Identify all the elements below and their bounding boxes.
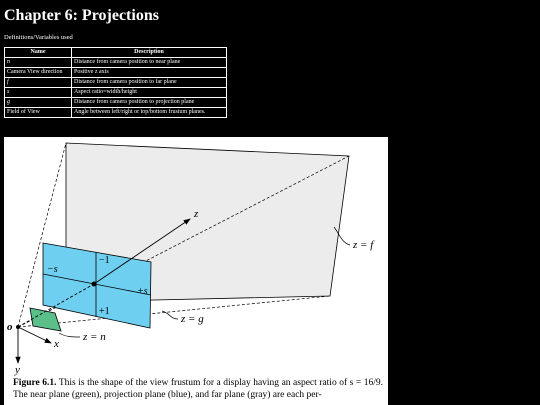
table-cell-name: g (5, 98, 72, 108)
table-cell-name: s (5, 88, 72, 98)
table-cell-description: Aspect ratio=width/height (72, 88, 227, 98)
x-axis-label: x (54, 338, 59, 350)
minus-one-label: −1 (99, 255, 110, 266)
frustum-diagram (4, 137, 388, 405)
figure-panel (4, 137, 388, 405)
far-plane-label: z = f (353, 239, 374, 251)
x-axis-line (18, 327, 51, 343)
z-axis-label: z (194, 208, 199, 220)
table-cell-name: f (5, 78, 72, 88)
table-row (5, 68, 227, 78)
chapter-title: Chapter 6: Projections (4, 7, 159, 24)
table-row (5, 108, 227, 118)
table-row (5, 88, 227, 98)
subheading: Definitions/Variables used (4, 34, 73, 41)
table-cell-description: Distance from camera position to near plane (72, 58, 227, 68)
origin-label: o (7, 321, 13, 333)
column-header-description: Description (72, 48, 227, 58)
table-cell-name: Camera View direction (5, 68, 72, 78)
definitions-table (4, 47, 227, 118)
table-cell-description: Angle between left/right or top/bottom frustum planes. (72, 108, 227, 118)
origin-point (16, 325, 20, 329)
plus-one-label: +1 (99, 306, 110, 317)
plus-s-label: +s (137, 286, 148, 297)
minus-s-label: −s (47, 264, 58, 275)
table-cell-name: n (5, 58, 72, 68)
table-cell-description: Distance from camera position to projection plane (72, 98, 227, 108)
table-header-row (5, 48, 227, 58)
table-row (5, 58, 227, 68)
projection-plane-label: z = g (181, 313, 204, 325)
table-cell-name: Field of View (5, 108, 72, 118)
projection-center-point (92, 282, 97, 287)
table-row (5, 78, 227, 88)
table-cell-description: Distance from camera position to far plane (72, 78, 227, 88)
column-header-name: Name (5, 48, 72, 58)
figure-caption-prefix: Figure 6.1. (13, 378, 57, 388)
near-plane-label: z = n (83, 331, 106, 343)
figure-caption-text: This is the shape of the view frustum for a display having an aspect ratio of s = 16/9. The near plane (green), projection plane (blue), and far plane (gray) are each per- (13, 378, 383, 400)
table-row (5, 98, 227, 108)
figure-caption (13, 377, 383, 401)
y-axis-label: y (15, 364, 20, 376)
table-cell-description: Positive z axis (72, 68, 227, 78)
